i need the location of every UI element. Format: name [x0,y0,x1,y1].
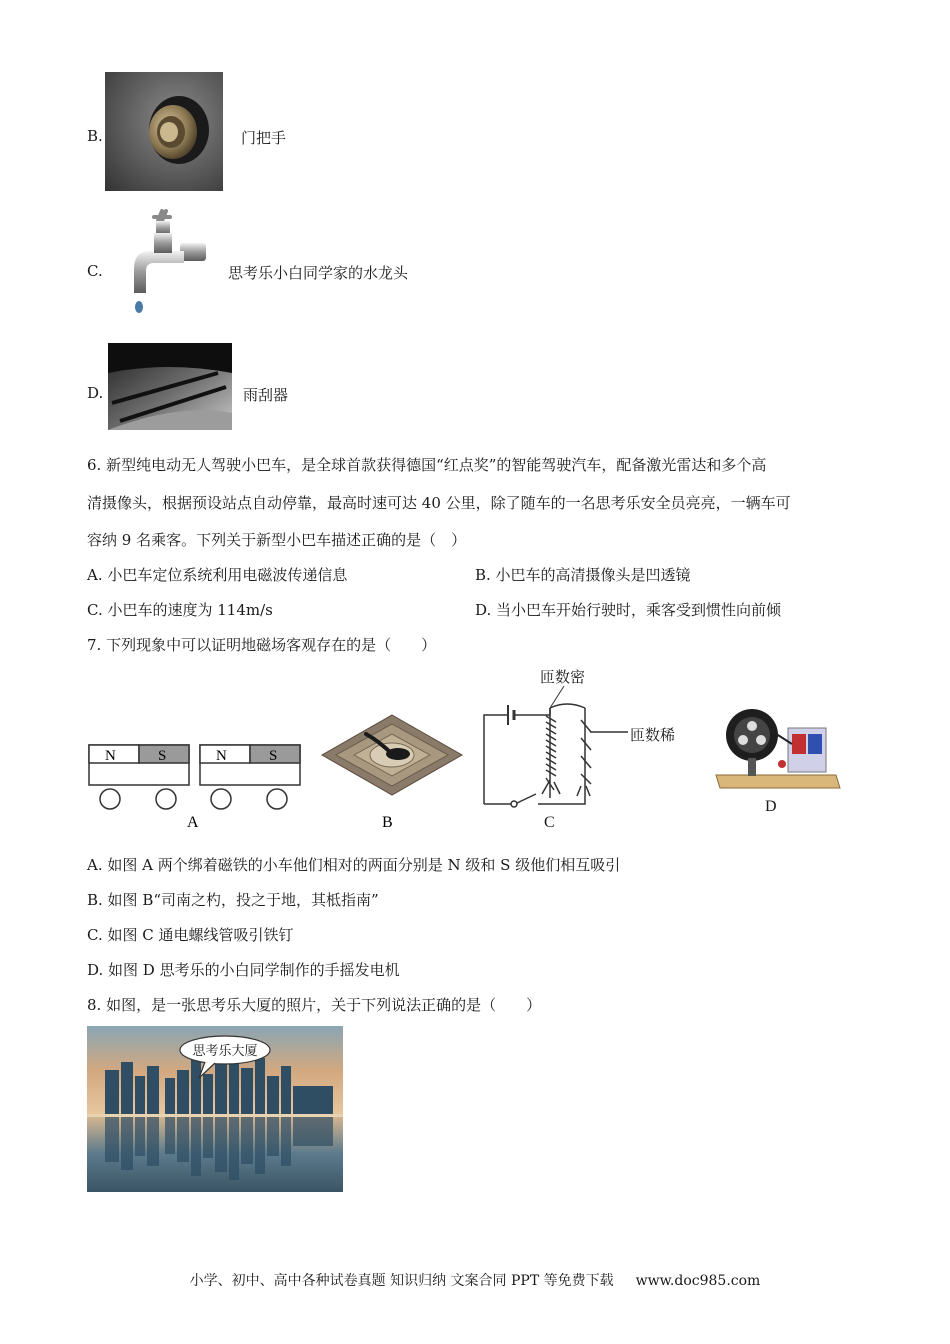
q7-option-c: C. 如图 C 通电螺线管吸引铁钉 [87,926,294,944]
q7-option-b: B. 如图 B“司南之杓，投之于地，其柢指南” [87,891,379,909]
q6-option-a: A. 小巴车定位系统利用电磁波传递信息 [87,566,348,584]
figure-c-dense-label: 匝数密 [540,670,586,686]
building-photo [87,1026,343,1192]
q6-stem-line-1: 6. 新型纯电动无人驾驶小巴车，是全球首款获得德国“红点奖”的智能驾驶汽车，配备激光雷达和多个高 [87,456,767,474]
footer-text: 小学、初中、高中各种试卷真题 知识归纳 文案合同 PPT 等免费下载 [189,1273,614,1289]
option-d-caption: 雨刮器 [243,386,289,404]
pole-label: N [105,748,116,764]
figure-a-label: A [187,814,199,831]
figure-c-label: C [544,814,555,831]
figure-d-generator [716,709,840,815]
figure-c-sparse-label: 匝数稀 [630,728,676,744]
building-speech-label: 思考乐大厦 [192,1043,258,1058]
pole-label: S [269,748,278,764]
option-c-letter: C. [87,262,103,280]
q7-figure [80,660,880,840]
wiper-photo [108,343,232,430]
footer-url[interactable]: www.doc985.com [635,1273,761,1289]
pole-label: N [216,748,227,764]
q6-option-b: B. 小巴车的高清摄像头是凹透镜 [475,566,691,584]
page-footer [0,1270,950,1290]
option-d-letter: D. [87,384,104,402]
q6-option-d: D. 当小巴车开始行驶时，乘客受到惯性向前倾 [475,601,782,619]
option-b-caption: 门把手 [241,129,287,147]
figure-c-circuit [484,704,628,807]
figure-b-sinan [322,715,462,831]
door-handle-photo [105,72,223,191]
q7-stem: 7. 下列现象中可以证明地磁场客观存在的是（ ） [87,636,437,654]
q8-stem: 8. 如图，是一张思考乐大厦的照片，关于下列说法正确的是（ ） [87,996,542,1014]
q6-option-c: C. 小巴车的速度为 114m/s [87,601,273,619]
q6-stem-line-3: 容纳 9 名乘客。下列关于新型小巴车描述正确的是（ ） [87,531,467,549]
q7-option-a: A. 如图 A 两个绑着磁铁的小车他们相对的两面分别是 N 级和 S 级他们相互吸引 [87,856,621,874]
option-c-caption: 思考乐小白同学家的水龙头 [228,264,409,282]
figure-d-label: D [765,798,777,815]
q6-stem-line-2: 清摄像头，根据预设站点自动停靠，最高时速可达 40 公里，除了随车的一名思考乐安全员亮亮，一辆车可 [87,494,791,512]
option-b-letter: B. [87,127,103,145]
pole-label: S [158,748,167,764]
q7-option-d: D. 如图 D 思考乐的小白同学制作的手摇发电机 [87,961,400,979]
faucet-photo [110,207,210,317]
figure-b-label: B [382,814,393,831]
figure-a-carts [89,745,300,831]
